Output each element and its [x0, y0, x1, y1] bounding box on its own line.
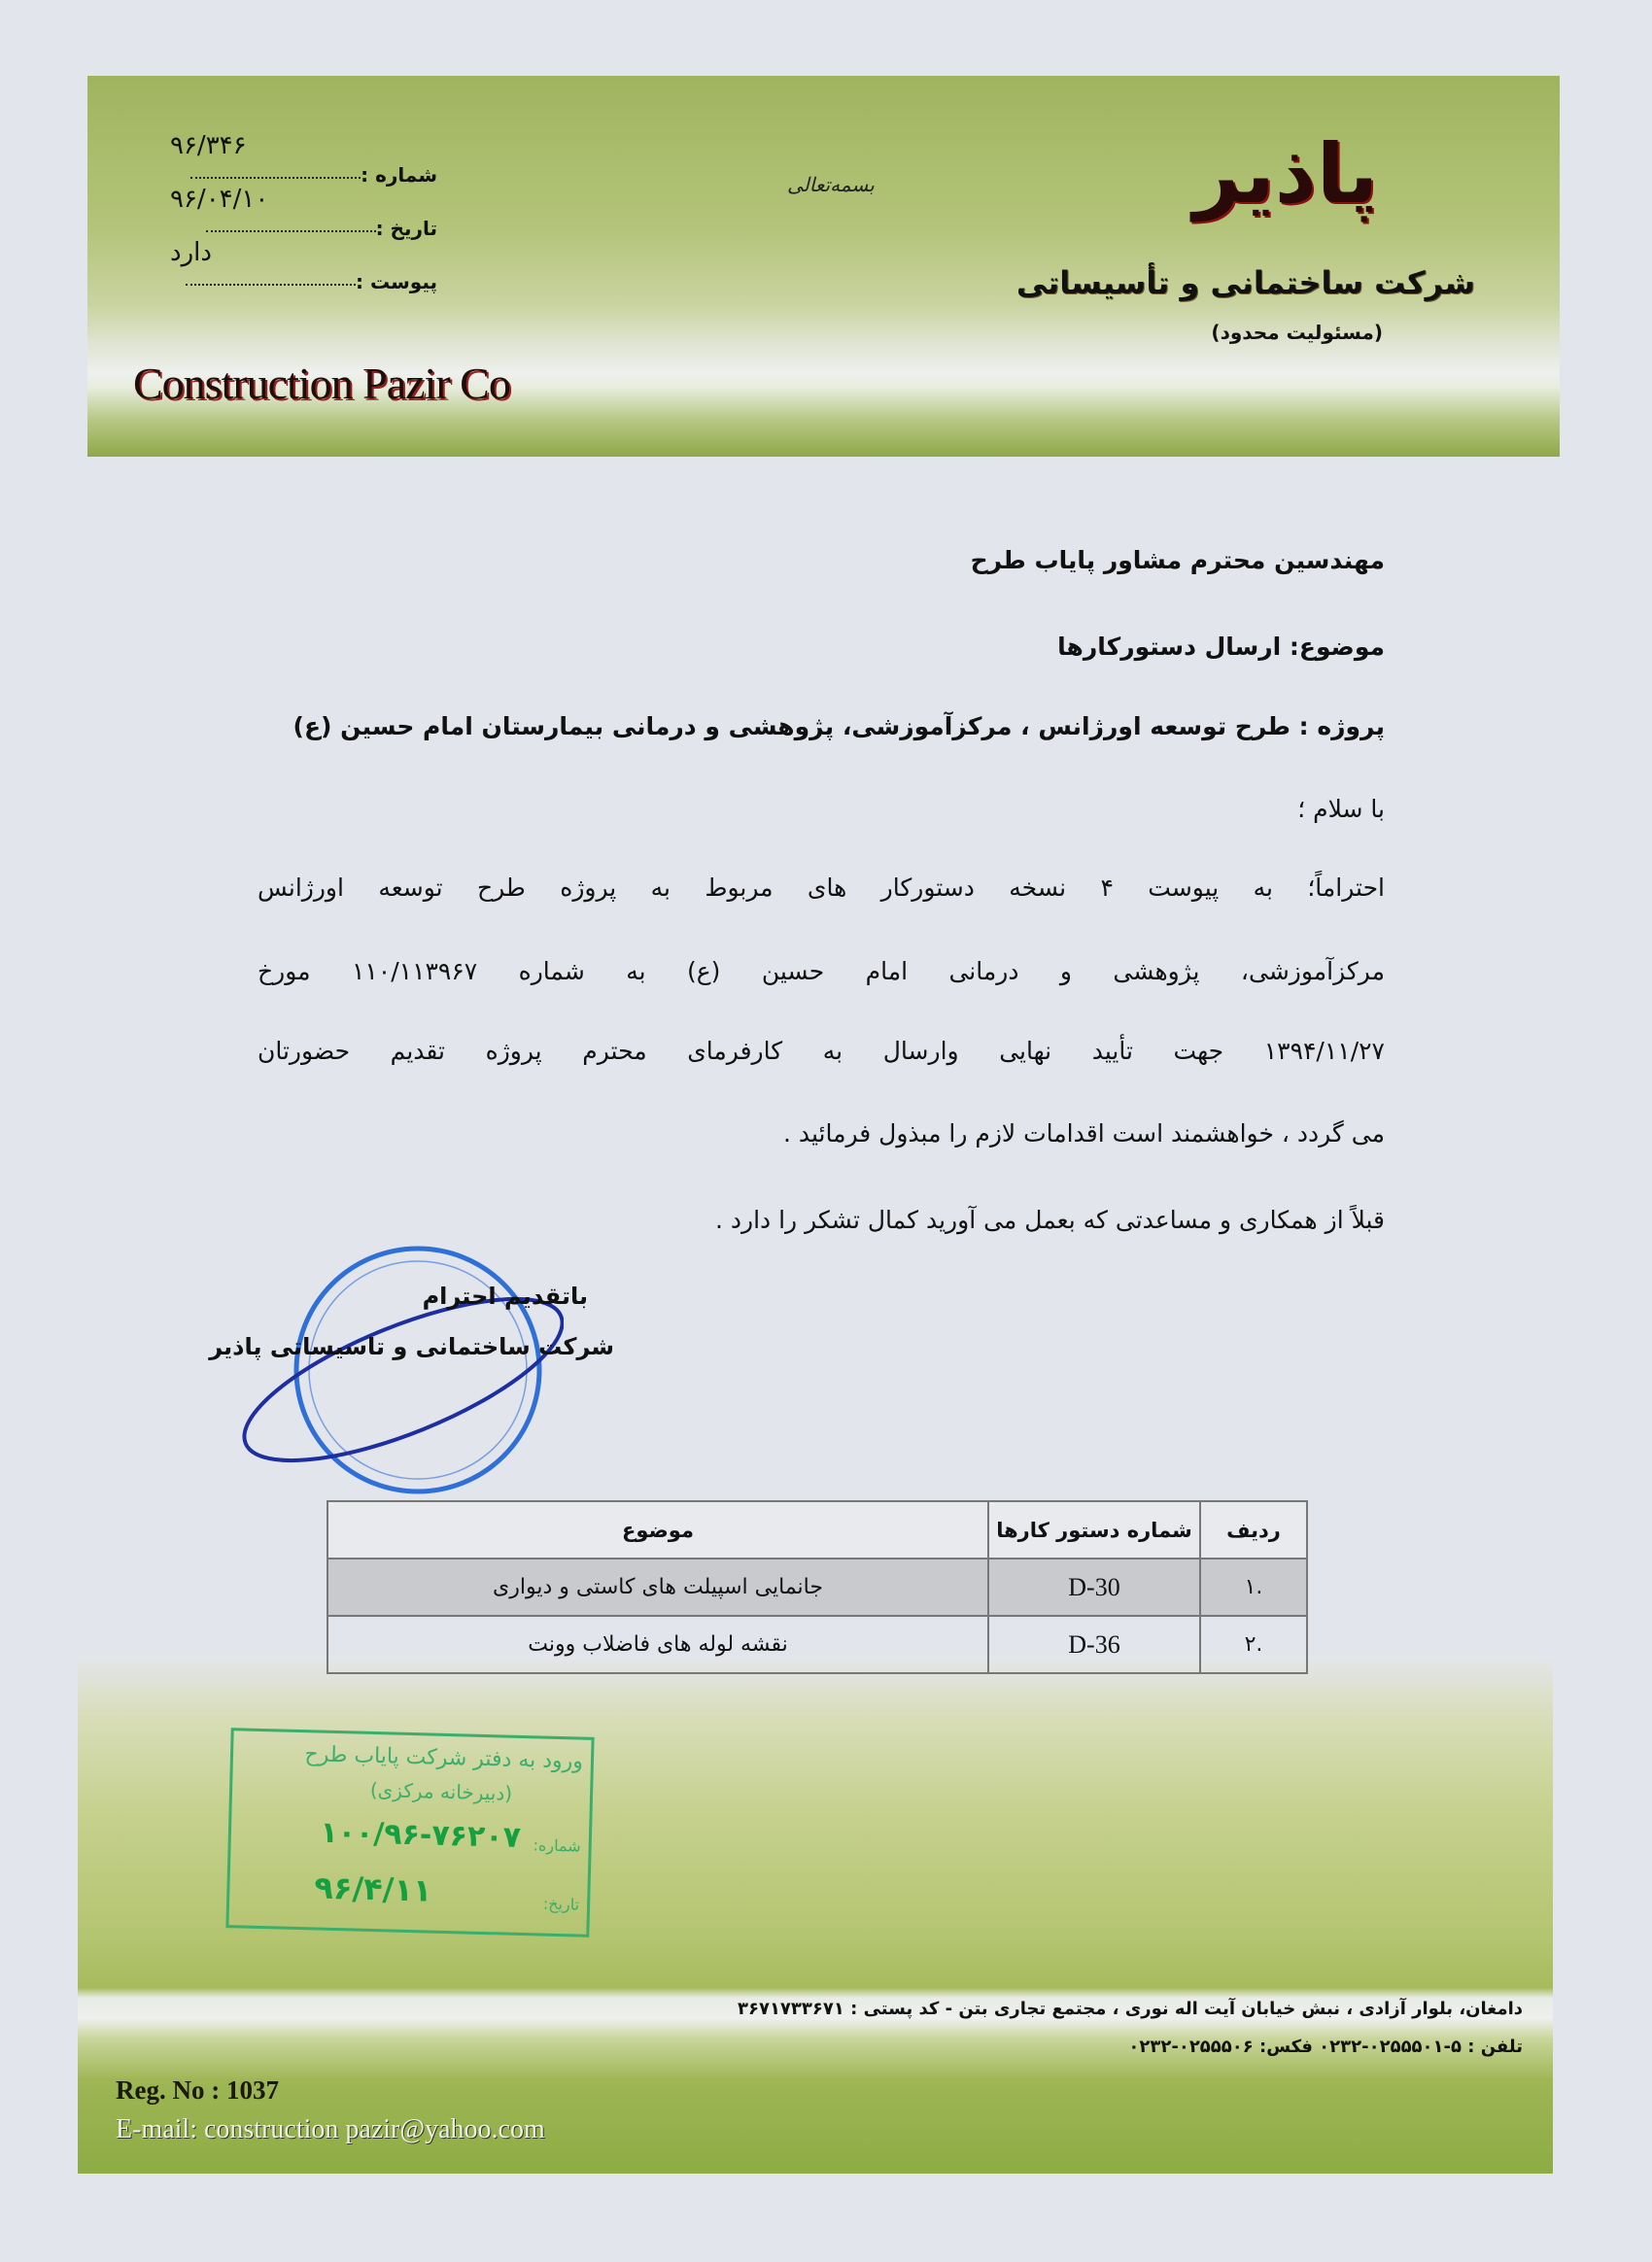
basmala: بسمه‌تعالی [787, 173, 875, 196]
signatory: شرکت ساختمانی و تاسیساتی پاذیر [209, 1333, 614, 1360]
dotted-line [186, 284, 356, 286]
greeting: با سلام ؛ [1297, 795, 1385, 823]
body-line: ۱۳۹۴/۱۱/۲۷ جهت تأیید نهایی وارسال به کارفرمای محترم پروژه تقدیم حضورتان [258, 1037, 1385, 1065]
row-index: .۱ [1200, 1559, 1307, 1616]
company-phone: تلفن : ۵-۰۲۵۵۵۰۱-۰۲۳۲ فکس: ۰۲۵۵۵۰۶-۰۲۳۲ [1128, 2037, 1523, 2057]
column-header-index: ردیف [1200, 1501, 1307, 1559]
table-header-row [327, 1501, 1307, 1559]
subject-line: موضوع: ارسال دستورکارها [1057, 633, 1385, 661]
stamp-date: ۹۶/۴/۱۱ [313, 1868, 432, 1909]
recipient: مهندسین محترم مشاور پایاب طرح [970, 546, 1385, 574]
company-type: (مسئولیت محدود) [1211, 321, 1383, 344]
table-row [327, 1559, 1307, 1616]
stamp-date-label: تاریخ: [542, 1894, 580, 1914]
company-address: دامغان، بلوار آزادی ، نبش خیابان آیت اله نوری ، مجتمع تجاری بتن - کد پستی : ۳۶۷۱۷۳۳۶۷۱ [737, 1999, 1523, 2019]
letter-number-label: شماره : [361, 163, 437, 187]
project-line: پروژه : طرح توسعه اورژانس ، مرکزآموزشی، پژوهشی و درمانی بیمارستان امام حسین (ع) [293, 712, 1385, 740]
received-stamp [225, 1728, 594, 1937]
closing-line: قبلاً از همکاری و مساعدتی که بعمل می آورید کمال تشکر را دارد . [714, 1206, 1385, 1234]
attachment-label: پیوست : [355, 270, 437, 293]
company-logo: پاذیر [1193, 126, 1378, 222]
column-header-code: شماره دستور کارها [988, 1501, 1200, 1559]
company-email: E-mail: construction pazir@yahoo.com [116, 2114, 545, 2144]
stamp-number-label: شماره: [533, 1835, 581, 1856]
company-name-en: Construction Pazir Co [133, 359, 510, 408]
row-code: D-36 [988, 1616, 1200, 1673]
body-line: مرکزآموزشی، پژوهشی و درمانی امام حسین (ع) به شماره ۱۱۰/۱۱۳۹۶۷ مورخ [258, 957, 1385, 985]
work-orders-table [327, 1500, 1308, 1674]
signoff: باتقدیم احترام [422, 1283, 588, 1310]
letter-date-label: تاریخ : [375, 217, 437, 240]
letter-date-value: ۹۶/۰۴/۱۰ [170, 185, 269, 214]
stamp-subtitle: (دبیرخانه مرکزی) [369, 1777, 513, 1805]
body-line: احتراماً؛ به پیوست ۴ نسخه دستورکار های مربوط به پروژه طرح توسعه اورژانس [258, 874, 1385, 902]
company-name: شرکت ساختمانی و تأسیساتی [1015, 264, 1475, 301]
attachment-value: دارد [170, 238, 212, 267]
letter-number-value: ۹۶/۳۴۶ [170, 131, 247, 160]
dotted-line [206, 230, 376, 232]
dotted-line [190, 177, 361, 179]
column-header-subject: موضوع [327, 1501, 988, 1559]
row-subject: نقشه لوله های فاضلاب وونت [327, 1616, 988, 1673]
row-code: D-30 [988, 1559, 1200, 1616]
stamp-number: ۱۰۰/۹۶-۷۶۲۰۷ [319, 1815, 522, 1855]
table-row [327, 1616, 1307, 1673]
company-seal [233, 1239, 564, 1511]
registration-number: Reg. No : 1037 [116, 2075, 279, 2105]
row-index: .۲ [1200, 1616, 1307, 1673]
row-subject: جانمایی اسپیلت های کاستی و دیواری [327, 1559, 988, 1616]
body-line: می گردد ، خواهشمند است اقدامات لازم را مبذول فرمائید . [782, 1119, 1385, 1148]
stamp-title: ورود به دفتر شرکت پایاب طرح [304, 1742, 584, 1774]
